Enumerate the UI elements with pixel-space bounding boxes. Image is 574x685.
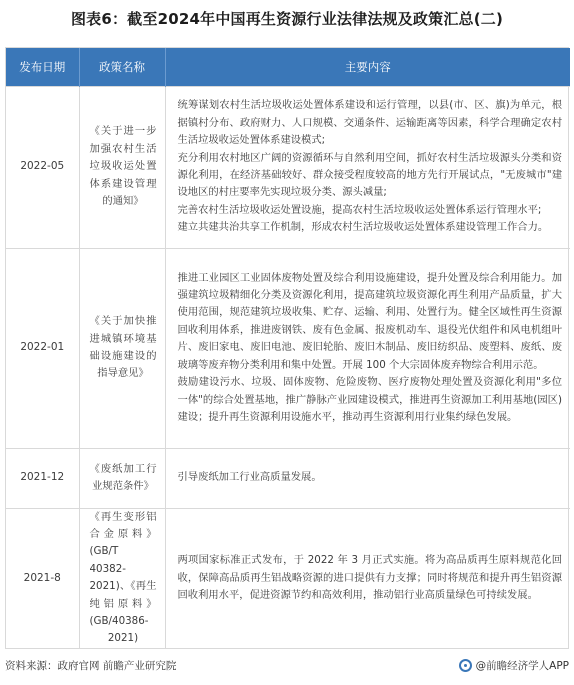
row-date: 2021-8 bbox=[6, 508, 79, 648]
content-paragraph: 完善农村生活垃圾收运处置设施，提高农村生活垃圾收运处置体系运行管理水平; bbox=[177, 203, 542, 216]
content-paragraph: 建立共建共治共享工作机制，形成农村生活垃圾收运处置体系建设管理工作合力。 bbox=[177, 221, 549, 234]
table-row bbox=[6, 448, 570, 508]
brand-label: @前瞻经济学人APP bbox=[475, 659, 569, 672]
row-content bbox=[165, 248, 570, 448]
content-paragraph: 推进工业园区工业固体废物处置及综合利用设施建设，提升处置及综合利用能力。加强建筑垃圾精细化分类及资源化利用，提高建筑垃圾资源化再生利用产品质量，扩大使用范围，规范建筑垃圾收集、贮存、运输、利用、处置行为。健全区域性再生资源回收利用体系，推进废钢铁、废有色金属、报废机动车、退役光伏组件和风电机组叶片、废旧家电、废旧电池、废旧轮胎、废旧木制品、废旧纺织品、废塑料、废纸、废玻璃等废弃物分类利用和集中处置。开展 100 个大宗固体废弃物综合利用示范。 bbox=[177, 271, 562, 371]
content-paragraph: 鼓励建设污水、垃圾、固体废物、危险废物、医疗废物处理处置及资源化利用"多位一体"的综合处置基地，推广静脉产业园建设模式，推进再生资源加工利用基地(园区)建设；提升再生资源利用设施水平，推动再生资源利用行业集约绿色发展。 bbox=[177, 376, 562, 423]
table-row bbox=[6, 248, 570, 448]
table-row bbox=[6, 508, 570, 648]
row-content bbox=[165, 508, 570, 648]
content-paragraph: 充分利用农村地区广阔的资源循环与自然利用空间，抓好农村生活垃圾源头分类和资源化利用，在经济基础较好、群众接受程度较高的地方先行开展试点，"无废城市"建设地区的村庄要率先实现垃圾分类、源头减量; bbox=[177, 151, 562, 199]
row-content bbox=[165, 448, 570, 508]
header-content: 主要内容 bbox=[165, 48, 570, 86]
row-policy: 《关于进一步加强农村生活垃圾收运处置体系建设管理的通知》 bbox=[79, 86, 165, 248]
row-policy: 《关于加快推进城镇环境基础设施建设的指导意见》 bbox=[79, 248, 165, 448]
row-policy: 《废纸加工行业规范条件》 bbox=[79, 448, 165, 508]
chart-title: 图表6：截至2024年中国再生资源行业法律法规及政策汇总(二) bbox=[70, 10, 504, 28]
header-date: 发布日期 bbox=[6, 48, 79, 86]
content-paragraph: 两项国家标准正式发布，于 2022 年 3 月正式实施。将为高品质再生原料规范化回收，保障高品质再生铝战略资源的进口提供有力支撑；同时将规范和提升再生铝资源回收利用水平，促进资源节约和高效利用，推动铝行业高质量绿色可持续发展。 bbox=[177, 554, 562, 601]
table-row bbox=[6, 86, 570, 248]
brand-logo-icon bbox=[459, 659, 472, 672]
row-date: 2022-05 bbox=[6, 86, 79, 248]
row-content bbox=[165, 86, 570, 248]
brand bbox=[459, 658, 569, 673]
header-policy: 政策名称 bbox=[79, 48, 165, 86]
content-paragraph: 引导废纸加工行业高质量发展。 bbox=[177, 471, 322, 484]
row-policy: 《再生变形铝合金原料》(GB/T 40382-2021)、《再生纯铝原料》(GB/40386-2021) bbox=[79, 508, 165, 648]
policy-table bbox=[5, 47, 569, 649]
source-note: 资料来源：政府官网 前瞻产业研究院 bbox=[5, 659, 177, 672]
row-date: 2022-01 bbox=[6, 248, 79, 448]
content-paragraph: 统筹谋划农村生活垃圾收运处置体系建设和运行管理，以县(市、区、旗)为单元，根据镇村分布、政府财力、人口规模、交通条件、运输距离等因素，科学合理确定农村生活垃圾收运处置体系建设模式; bbox=[177, 99, 562, 147]
row-date: 2021-12 bbox=[6, 448, 79, 508]
footer bbox=[5, 652, 569, 678]
table-header-row bbox=[6, 48, 570, 86]
